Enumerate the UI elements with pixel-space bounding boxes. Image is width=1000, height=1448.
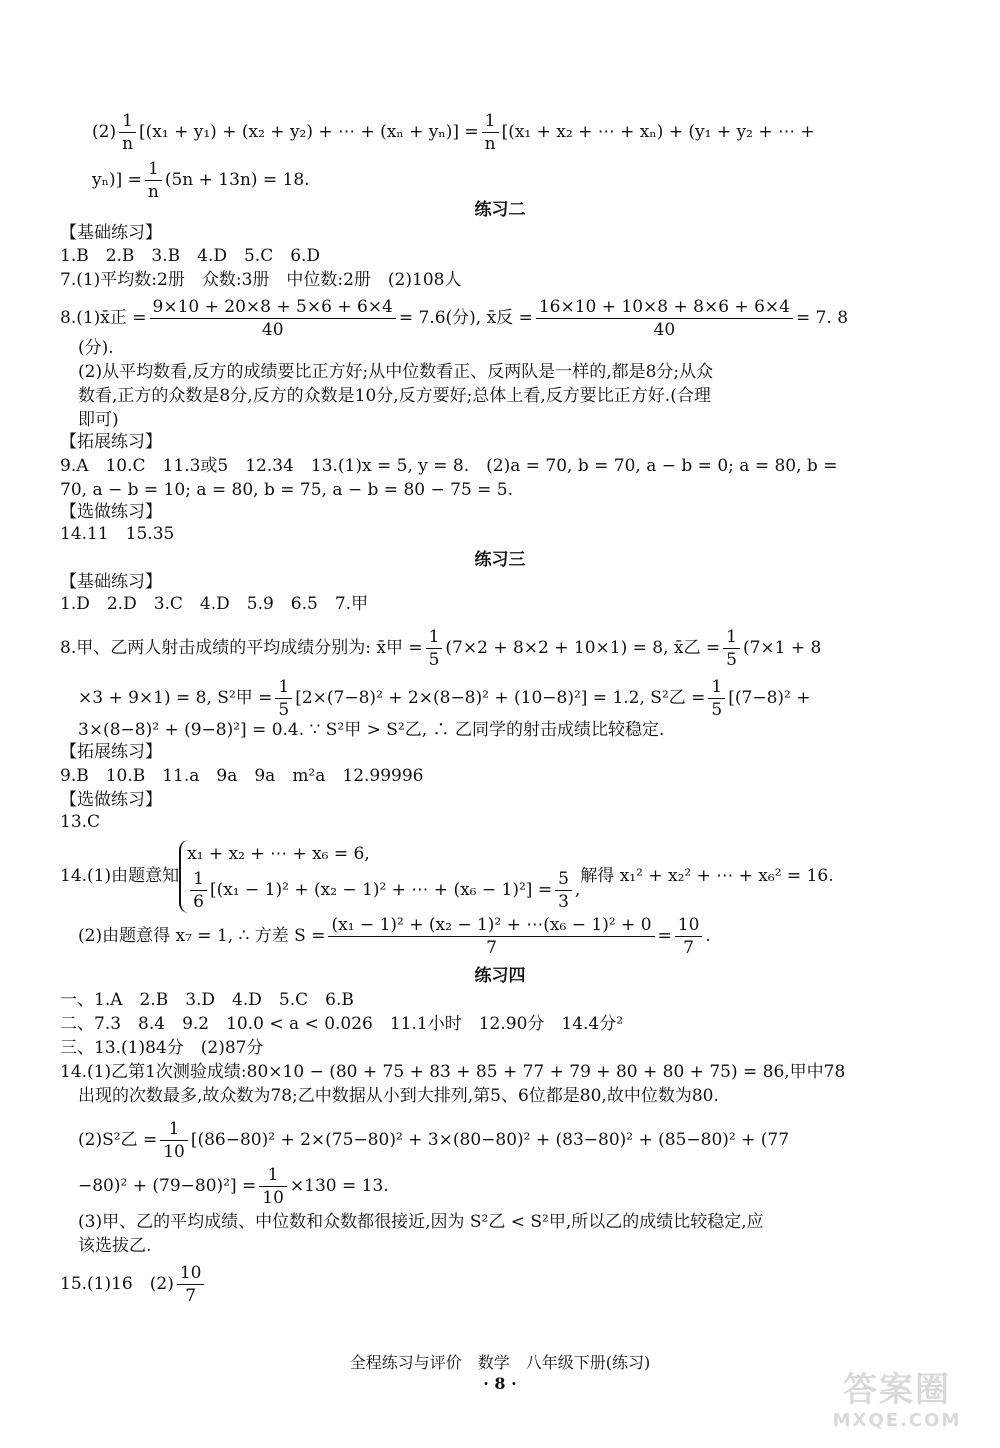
subsection-extend: 【拓展练习】 (60, 742, 162, 762)
answer-line-q15: 15.(1)16 (2) $\frac{10}{7}$ (60, 1262, 207, 1307)
watermark-logo (812, 1370, 982, 1440)
answer-line: 该选拔乙. (78, 1236, 152, 1256)
answer-line: (3)甲、乙的平均成绩、中位数和众数都很接近,因为 S²乙 < S²甲,所以乙的成绩比较稳定,应 (78, 1212, 764, 1232)
book-title-footer: 全程练习与评价 数学 八年级下册(练习) (349, 1353, 651, 1372)
answer-line: 二、7.3 8.4 9.2 10.0 < a < 0.026 11.1小时 12.90分 14.4分² (60, 1014, 624, 1034)
answer-line: 9.A 10.C 11.3或5 12.34 13.(1)x = 5, y = 8. (2)a = 70, b = 70, a − b = 0; a = 80, b = (60, 456, 838, 476)
subsection-basic: 【基础练习】 (60, 572, 162, 592)
answer-line: 出现的次数最多,故众数为78;乙中数据从小到大排列,第5、6位都是80,故中位数为80. (78, 1086, 719, 1106)
fraction: $\frac{5}{3}$ (555, 868, 572, 913)
answer-line-q14b: (2)由题意得 x₇ = 1, ∴ 方差 S = $\frac{\text{(x₁ − 1)² + (x₂ − 1)² + ⋯(x₆ − 1)² + 0}}{7}$ = $\frac{10}{7}$ . (78, 915, 711, 958)
fraction: $\frac{10}{7}$ (675, 914, 703, 959)
answer-line-top-1: (2) $\frac{1}{n}$ [(x₁ + y₁) + (x₂ + y₂) + ⋯ + (xₙ + yₙ)] = $\frac{1}{n}$ [(x₁ + x₂ + ⋯ + xₙ) + (y₁ + y₂ + ⋯ + (92, 111, 815, 154)
answer-line: 13.C (60, 812, 101, 832)
answer-line: 7.(1)平均数:2册 众数:3册 中位数:2册 (2)108人 (60, 270, 462, 290)
section-title-4: 练习四 (474, 966, 526, 986)
fraction: $\frac{1}{6}$ (190, 868, 207, 913)
answer-line: 70, a − b = 10; a = 80, b = 75, a − b = 80 − 75 = 5. (60, 480, 514, 500)
answer-line-q8b: ×3 + 9×1) = 8, S²甲 = $\frac{1}{5}$ [2×(7−8)² + 2×(8−8)² + (10−8)²] = 1.2, S²乙 = $\frac{1}{5}$ [(7−8)² + (78, 677, 811, 720)
fraction: $\frac{1}{10}$ (160, 1118, 188, 1163)
section-title-3: 练习三 (474, 550, 526, 570)
answer-line: 三、13.(1)84分 (2)87分 (60, 1038, 264, 1058)
fraction: $\frac{1}{5}$ (275, 676, 292, 721)
answer-line-q8a: 8.甲、乙两人射击成绩的平均成绩分别为: x̄甲 = $\frac{1}{5}$ (7×2 + 8×2 + 10×1) = 8, x̄乙 = $\frac{1}{5}$ (7×1 + 8 (60, 627, 822, 670)
answer-line-q14c: (2)S²乙 = $\frac{1}{10}$ [(86−80)² + 2×(75−80)² + 3×(80−80)² + (83−80)² + (85−80)² + (77 (78, 1119, 790, 1162)
fraction: $\frac{\text{(x₁ − 1)² + (x₂ − 1)² + ⋯(x₆ − 1)² + 0}}{7}$ (328, 914, 654, 959)
section-title-2: 练习二 (474, 200, 526, 220)
fraction: $\frac{9\times 10 + 20\times 8 + 5\times 6 + 6\times 4}{40}$ (150, 296, 396, 341)
answer-line: 1.B 2.B 3.B 4.D 5.C 6.D (60, 246, 321, 266)
fraction: $\frac{16\times 10 + 10\times 8 + 8\times 6 + 6\times 4}{40}$ (536, 296, 793, 341)
answer-line: 3×(8−8)² + (9−8)²] = 0.4. ∵ S²甲 > S²乙, ∴ 乙同学的射击成绩比较稳定. (78, 720, 665, 740)
answer-line: 即可) (78, 410, 119, 430)
subsection-optional: 【选做练习】 (60, 790, 162, 810)
subsection-basic: 【基础练习】 (60, 223, 162, 243)
watermark-url: MXQE.COM (832, 1410, 962, 1431)
answer-line: 1.D 2.D 3.C 4.D 5.9 6.5 7.甲 (60, 594, 369, 614)
fraction: $\frac{1}{10}$ (259, 1164, 287, 1209)
equation-system: x₁ + x₂ + ⋯ + x₆ = 6, $\frac{1}{6}$ [(x₁ − 1)² + (x₂ − 1)² + ⋯ + (x₆ − 1)²] = $\frac{5}{3}$ , (179, 840, 580, 913)
fraction: $\frac{1}{n}$ (482, 110, 499, 155)
answer-line: 数看,正方的众数是8分,反方的众数是10分,反方要好;总体上看,反方要比正方好.(合理 (78, 386, 711, 406)
fraction: $\frac{1}{n}$ (145, 158, 162, 203)
fraction: $\frac{1}{n}$ (119, 110, 136, 155)
answer-line: (2)从平均数看,反方的成绩要比正方好;从中位数看正、反两队是一样的,都是8分;从众 (78, 362, 714, 382)
answer-line: (分). (78, 338, 114, 358)
answer-line-top-2: yₙ)] = $\frac{1}{n}$ (5n + 13n) = 18. (92, 159, 310, 202)
watermark-text: 答案圈 (843, 1370, 951, 1410)
subsection-optional: 【选做练习】 (60, 502, 162, 522)
fraction: $\frac{10}{7}$ (177, 1262, 205, 1307)
answer-line-q14d: −80)² + (79−80)²] = $\frac{1}{10}$ ×130 = 13. (78, 1165, 389, 1208)
answer-line: 一、1.A 2.B 3.D 4.D 5.C 6.B (60, 990, 354, 1010)
fraction: $\frac{1}{5}$ (708, 676, 725, 721)
fraction: $\frac{1}{5}$ (723, 626, 740, 671)
answer-line-q8: 8.(1)x̄正 = $\frac{9\times 10 + 20\times 8 + 5\times 6 + 6\times 4}{40}$ = 7.6(分), x̄反 = $\frac{16\times 10 + 10\times 8 + 8\times 6 + 6\times 4}{40}$ = 7. 8 (60, 297, 849, 340)
page-number: · 8 · (483, 1374, 517, 1393)
subsection-extend: 【拓展练习】 (60, 432, 162, 452)
answer-line: 14.(1)乙第1次测验成绩:80×10 − (80 + 75 + 83 + 85 + 77 + 79 + 80 + 80 + 75) = 86,甲中78 (60, 1062, 846, 1082)
answer-line: 9.B 10.B 11.a 9a 9a m²a 12.99996 (60, 766, 424, 786)
fraction: $\frac{1}{5}$ (426, 626, 443, 671)
answer-line-q14: 14.(1)由题意知 x₁ + x₂ + ⋯ + x₆ = 6, $\frac{1}{6}$ [(x₁ − 1)² + (x₂ − 1)² + ⋯ + (x₆ − 1)²] = $\frac{5}{3}$ , 解得 x₁² + x₂² + ⋯ + x₆² = 16. (60, 840, 834, 913)
answer-line: 14.11 15.35 (60, 524, 175, 544)
